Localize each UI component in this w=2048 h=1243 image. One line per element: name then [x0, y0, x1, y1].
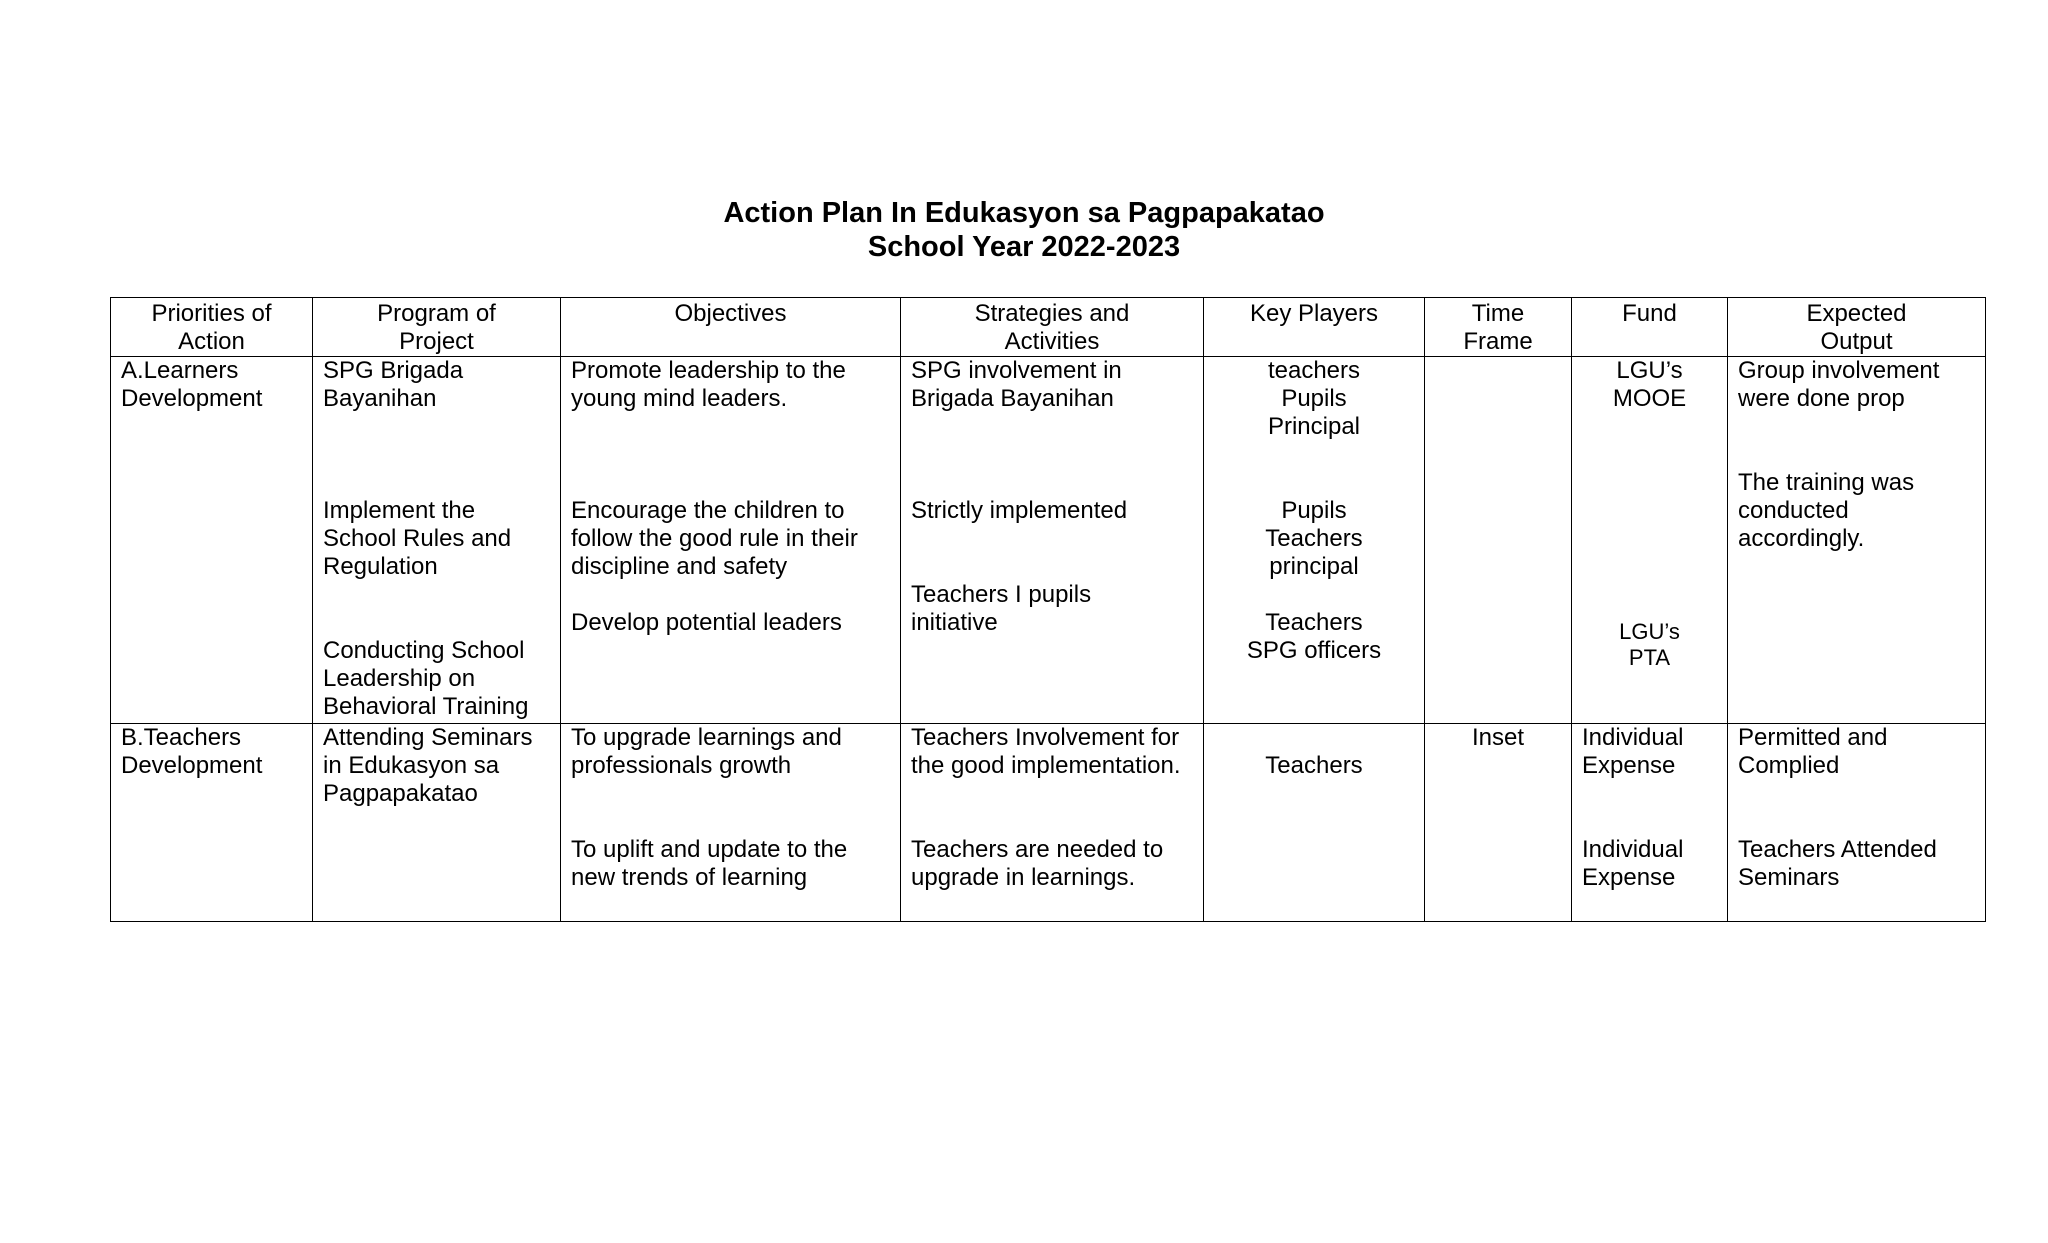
text-line: Group involvement: [1738, 357, 1940, 384]
text-line: Encourage the children to: [571, 497, 845, 524]
text-line: accordingly.: [1738, 525, 1865, 552]
text-line: conducted: [1738, 497, 1849, 524]
text-line: Teachers I pupils: [911, 581, 1092, 608]
text-line: Fund: [1622, 300, 1677, 327]
header-strategies: [901, 298, 1204, 357]
text-line: Key Players: [1249, 300, 1379, 327]
text-line: The training was: [1738, 469, 1915, 496]
text-line: SPG Brigada: [323, 357, 464, 384]
text-block: [111, 298, 312, 356]
text-line: Principal: [1267, 413, 1361, 440]
text-line: Teachers: [1265, 609, 1363, 636]
text-line: were done prop: [1738, 385, 1905, 412]
cell-key-players: [1204, 724, 1425, 922]
players-text: [1204, 752, 1424, 780]
cell-program: [313, 724, 561, 922]
text-line: Conducting School: [323, 637, 525, 664]
text-line: professionals growth: [571, 752, 792, 779]
header-key-players: [1204, 298, 1425, 357]
document-subtitle: School Year 2022-2023: [867, 231, 1181, 263]
text-line: Leadership on: [323, 665, 476, 692]
text-line: B.Teachers: [121, 724, 242, 751]
header-expected-output: [1728, 298, 1986, 357]
text-line: Priorities of: [151, 300, 272, 327]
time-frame-text: [1425, 724, 1571, 752]
document-title-block: [0, 196, 2048, 264]
table-row: [111, 724, 1986, 922]
program-text: [323, 357, 556, 413]
cell-objectives: [561, 724, 901, 922]
table-row: [111, 357, 1986, 724]
output-text: [1738, 357, 1981, 413]
text-line: Individual: [1582, 836, 1684, 863]
text-line: Teachers: [1265, 525, 1363, 552]
text-line: Teachers Attended: [1738, 836, 1937, 863]
text-line: Strategies and: [974, 300, 1130, 327]
cell-fund: [1572, 724, 1728, 922]
text-block: [1728, 298, 1985, 356]
text-block: [1572, 298, 1727, 328]
text-line: Activities: [1004, 328, 1100, 355]
priority-text: [121, 724, 308, 780]
text-line: Action: [178, 328, 245, 355]
text-line: Individual: [1582, 724, 1684, 751]
text-line: Teachers: [1265, 752, 1363, 779]
text-line: follow the good rule in their: [571, 525, 858, 552]
fund-text: [1582, 724, 1723, 780]
players-text: [1204, 609, 1424, 665]
objective-text: [571, 357, 896, 413]
header-time-frame: [1425, 298, 1572, 357]
objective-text: [571, 724, 896, 780]
header-fund: [1572, 298, 1728, 357]
text-line: LGU’s: [1619, 619, 1680, 644]
cell-priority: [111, 724, 313, 922]
text-line: Complied: [1738, 752, 1840, 779]
text-line: A.Learners: [121, 357, 239, 384]
fund-text: [1572, 619, 1727, 671]
text-line: Develop potential leaders: [571, 609, 842, 636]
text-line: To uplift and update to the: [571, 836, 848, 863]
output-text: [1738, 724, 1981, 780]
text-line: Frame: [1463, 328, 1533, 355]
text-line: SPG involvement in: [911, 357, 1122, 384]
cell-strategies: [901, 357, 1204, 724]
program-text: [323, 724, 556, 808]
text-line: Development: [121, 385, 263, 412]
text-line: initiative: [911, 609, 998, 636]
text-line: Time: [1471, 300, 1525, 327]
text-block: [1204, 298, 1424, 328]
text-line: the good implementation.: [911, 752, 1181, 779]
text-line: Regulation: [323, 553, 438, 580]
output-text: [1738, 469, 1981, 553]
text-line: Pupils: [1281, 385, 1347, 412]
fund-text: [1582, 836, 1723, 892]
text-line: Expense: [1582, 864, 1676, 891]
text-line: Development: [121, 752, 263, 779]
text-line: in Edukasyon sa: [323, 752, 500, 779]
text-line: new trends of learning: [571, 864, 808, 891]
text-line: Permitted and: [1738, 724, 1888, 751]
text-line: Implement the: [323, 497, 476, 524]
table-header-row: [111, 298, 1986, 357]
header-priorities: [111, 298, 313, 357]
text-line: young mind leaders.: [571, 385, 788, 412]
program-text: [323, 637, 556, 721]
cell-fund: [1572, 357, 1728, 724]
text-line: Project: [399, 328, 474, 355]
text-line: Strictly implemented: [911, 497, 1128, 524]
text-line: Program of: [377, 300, 496, 327]
text-line: LGU’s: [1616, 357, 1683, 384]
cell-priority: [111, 357, 313, 724]
text-line: principal: [1269, 553, 1359, 580]
text-line: Teachers are needed to: [911, 836, 1164, 863]
text-line: upgrade in learnings.: [911, 864, 1136, 891]
text-line: SPG officers: [1246, 637, 1382, 664]
objective-text: [571, 497, 896, 581]
program-text: [323, 497, 556, 581]
cell-objectives: [561, 357, 901, 724]
text-line: Inset: [1471, 724, 1525, 751]
text-line: discipline and safety: [571, 553, 788, 580]
strategy-text: [911, 581, 1199, 637]
text-line: Promote leadership to the: [571, 357, 846, 384]
text-line: Bayanihan: [323, 385, 437, 412]
header-program: [313, 298, 561, 357]
cell-strategies: [901, 724, 1204, 922]
text-block: [901, 298, 1203, 356]
cell-program: [313, 357, 561, 724]
text-block: [1425, 298, 1571, 356]
priority-text: [121, 357, 308, 413]
cell-time-frame: [1425, 357, 1572, 724]
text-line: To upgrade learnings and: [571, 724, 842, 751]
action-plan-table: [110, 297, 1986, 922]
fund-text: [1572, 357, 1727, 413]
text-line: PTA: [1628, 645, 1671, 670]
cell-time-frame: [1425, 724, 1572, 922]
strategy-text: [911, 497, 1199, 525]
text-line: Objectives: [674, 300, 787, 327]
text-line: Expense: [1582, 752, 1676, 779]
header-objectives: [561, 298, 901, 357]
cell-expected-output: [1728, 724, 1986, 922]
players-text: [1204, 497, 1424, 581]
text-line: Attending Seminars: [323, 724, 533, 751]
text-block: [561, 298, 900, 328]
players-text: [1204, 357, 1424, 441]
document-title: Action Plan In Edukasyon sa Pagpapakatao: [723, 197, 1325, 229]
text-line: MOOE: [1612, 385, 1687, 412]
text-line: School Rules and: [323, 525, 512, 552]
objective-text: [571, 836, 896, 892]
text-line: Seminars: [1738, 864, 1840, 891]
text-line: Brigada Bayanihan: [911, 385, 1114, 412]
text-block: [313, 298, 560, 356]
text-line: Behavioral Training: [323, 693, 529, 720]
text-line: Output: [1820, 328, 1893, 355]
text-line: Teachers Involvement for: [911, 724, 1180, 751]
cell-expected-output: [1728, 357, 1986, 724]
text-line: Pupils: [1281, 497, 1347, 524]
output-text: [1738, 836, 1981, 892]
text-line: Pagpapakatao: [323, 780, 478, 807]
strategy-text: [911, 357, 1199, 413]
text-line: teachers: [1267, 357, 1361, 384]
strategy-text: [911, 724, 1199, 780]
objective-text: [571, 609, 896, 637]
text-line: Expected: [1806, 300, 1907, 327]
strategy-text: [911, 836, 1199, 892]
cell-key-players: [1204, 357, 1425, 724]
